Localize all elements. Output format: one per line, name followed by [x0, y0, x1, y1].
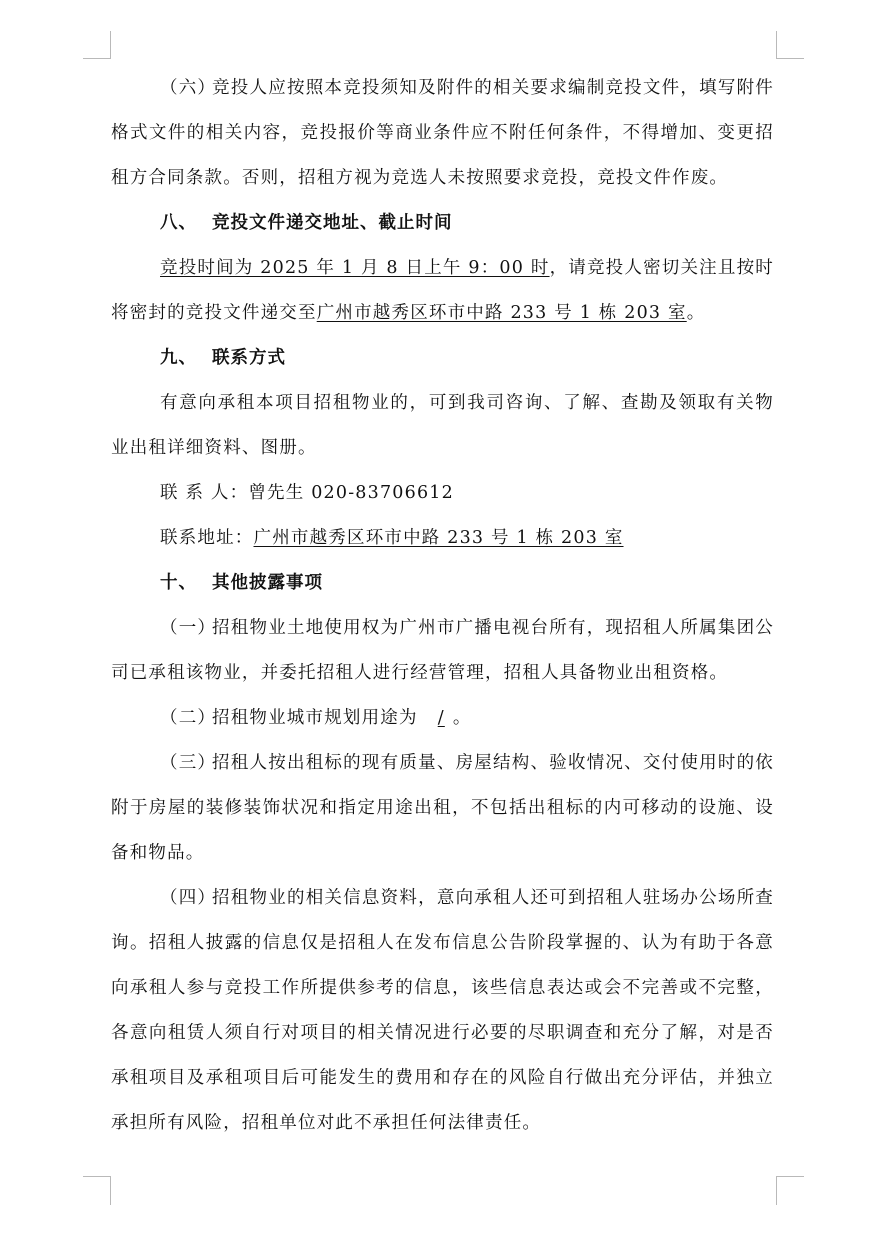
crop-mark-top-right [776, 31, 804, 59]
crop-mark-top-left [83, 31, 111, 59]
item-text: 招租人按出租标的现有质量、房屋结构、验收情况、交付使用时的依附于房屋的装修装饰状况和指定用途出租，不包括出租标的内可移动的设施、设备和物品。 [111, 753, 774, 863]
item-label: （三） [160, 753, 217, 773]
section-number: 十、 [160, 573, 197, 593]
section-title: 其他披露事项 [212, 573, 323, 593]
planning-use-value: / [437, 708, 445, 728]
document-page [111, 66, 774, 1146]
crop-mark-bottom-right [776, 1176, 804, 1205]
bid-mid-text: ，请竞投人密切关注且按时将密封的竞投文件递交至 [111, 258, 774, 323]
section10-item-1 [111, 606, 774, 696]
item-label: （二） [160, 708, 217, 728]
section8-heading [111, 201, 774, 246]
section8-paragraph [111, 246, 774, 336]
item-label: （四） [160, 888, 217, 908]
section6-item-paragraph [111, 66, 774, 201]
section-number: 九、 [160, 348, 197, 368]
section-title: 联系方式 [212, 348, 286, 368]
item-end: 。 [452, 708, 472, 728]
section-title: 竞投文件递交地址、截止时间 [212, 213, 453, 233]
contact-value: 曾先生 020-83706612 [248, 483, 454, 503]
section9-heading [111, 336, 774, 381]
item-text: 招租物业土地使用权为广州市广播电视台所有，现招租人所属集团公司已承租该物业，并委托招租人进行经营管理，招租人具备物业出租资格。 [111, 618, 774, 683]
section10-item-3 [111, 741, 774, 876]
contact-person-line [111, 471, 774, 516]
item-text: 竞投人应按照本竞投须知及附件的相关要求编制竞投文件，填写附件格式文件的相关内容，竞投报价等商业条件应不附任何条件，不得增加、变更招租方合同条款。否则，招租方视为竞选人未按照要求竞投，竞投文件作废。 [111, 78, 774, 188]
crop-mark-bottom-left [83, 1176, 111, 1205]
section10-heading [111, 561, 774, 606]
section-number: 八、 [160, 213, 197, 233]
item-text: 招租物业的相关信息资料，意向承租人还可到招租人驻场办公场所查询。招租人披露的信息仅是招租人在发布信息公告阶段掌握的、认为有助于各意向承租人参与竞投工作所提供参考的信息，该些信息表达或会不完善或不完整，各意向租赁人须自行对项目的相关情况进行必要的尽职调查和充分了解，对是否承租项目及承租项目后可能发生的费用和存在的风险自行做出充分评估，并独立承担所有风险，招租单位对此不承担任何法律责任。 [111, 888, 774, 1133]
section9-paragraph: 有意向承租本项目招租物业的，可到我司咨询、了解、查勘及领取有关物业出租详细资料、图册。 [111, 393, 774, 458]
item-label: （六） [160, 78, 217, 98]
bid-address: 广州市越秀区环市中路 233 号 1 栋 203 室 [316, 303, 687, 323]
address-label: 联系地址： [160, 528, 254, 548]
contact-label: 联 系 人： [160, 483, 249, 503]
bid-end: 。 [686, 303, 706, 323]
item-label: （一） [160, 618, 217, 638]
contact-address-line [111, 516, 774, 561]
bid-time: 竞投时间为 2025 年 1 月 8 日上午 9：00 时 [160, 258, 550, 278]
section10-item-4 [111, 876, 774, 1146]
section10-item-2 [111, 696, 774, 741]
address-value: 广州市越秀区环市中路 233 号 1 栋 203 室 [253, 528, 624, 548]
item-text: 招租物业城市规划用途为 [212, 708, 418, 728]
